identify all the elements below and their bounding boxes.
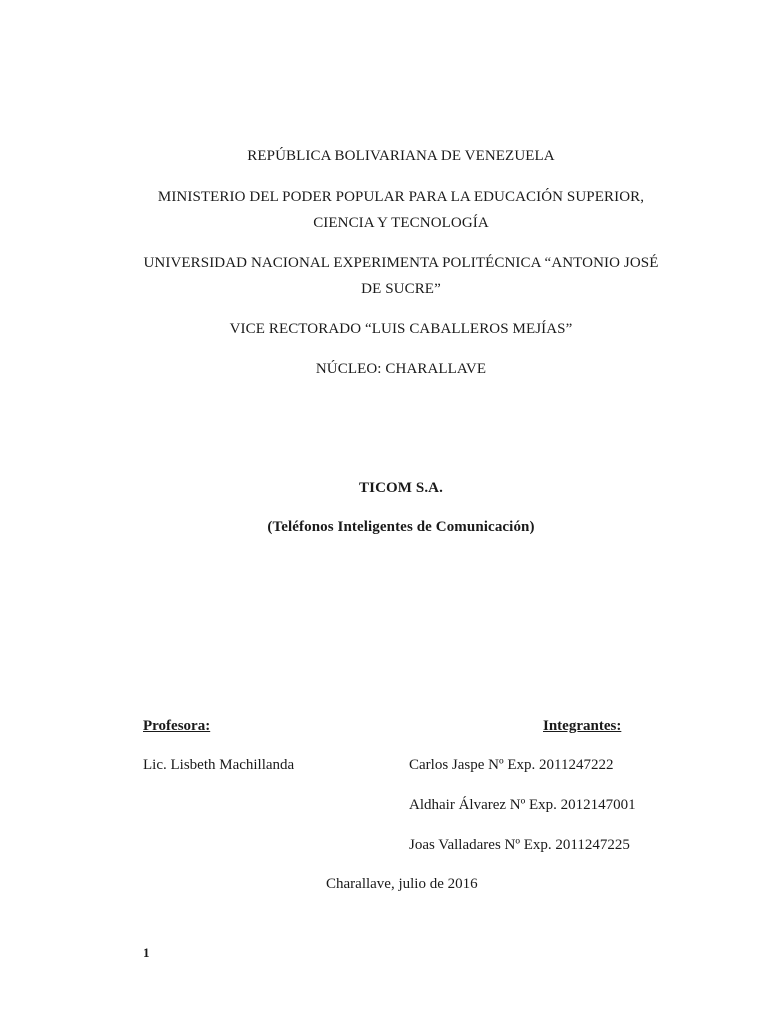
page-number: 1 — [143, 945, 150, 960]
header-ministry: MINISTERIO DEL PODER POPULAR PARA LA EDUCACIÓN SUPERIOR, — [157, 189, 645, 205]
header-university: UNIVERSIDAD NACIONAL EXPERIMENTA POLITÉCNICA “ANTONIO JOSÉ — [143, 255, 659, 271]
professor-name: Lic. Lisbeth Machillanda — [143, 757, 295, 773]
member-item: Joas Valladares Nº Exp. 2011247225 — [409, 837, 630, 853]
professor-heading: Profesora: — [143, 718, 211, 734]
place-date: Charallave, julio de 2016 — [326, 876, 478, 892]
header-country: REPÚBLICA BOLIVARIANA DE VENEZUELA — [247, 148, 555, 164]
header-campus: NÚCLEO: CHARALLAVE — [315, 361, 487, 377]
document-subtitle: (Teléfonos Inteligentes de Comunicación) — [267, 519, 535, 535]
members-heading: Integrantes: — [543, 718, 622, 734]
header-university-cont: DE SUCRE” — [361, 281, 441, 297]
document-title: TICOM S.A. — [359, 480, 443, 496]
member-item: Carlos Jaspe Nº Exp. 2011247222 — [409, 757, 614, 773]
header-vice-rectorate: VICE RECTORADO “LUIS CABALLEROS MEJÍAS” — [229, 321, 573, 337]
member-item: Aldhair Álvarez Nº Exp. 2012147001 — [409, 797, 636, 813]
header-ministry-cont: CIENCIA Y TECNOLOGÍA — [313, 215, 489, 231]
